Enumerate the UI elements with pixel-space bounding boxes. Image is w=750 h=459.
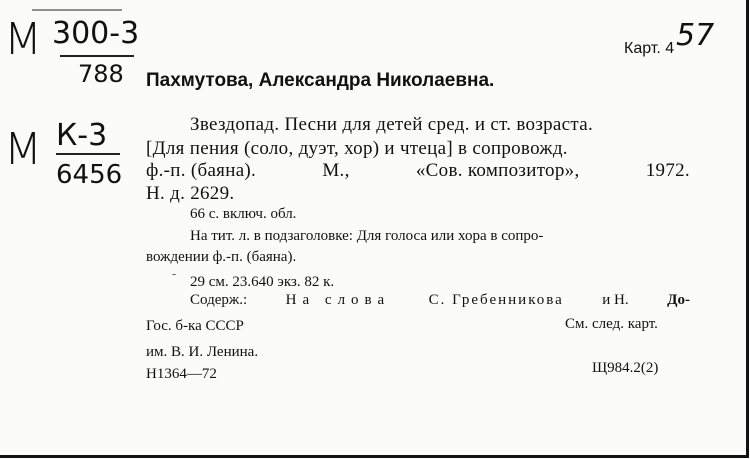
contents-label: Содерж.: [190, 292, 248, 308]
handwritten-shelf-mark-1 [4, 8, 144, 88]
title-line-4: Н. д. 2629. [146, 183, 235, 204]
title-line-2: [Для пения (соло, дуэт, хор) и чтеца] в сопровожд. [146, 138, 568, 159]
note-line-2: вождении ф.-п. (баяна). [146, 249, 297, 265]
handwritten-shelf-mark-2 [4, 118, 144, 198]
title-line-1: Звездопад. Песни для детей сред. и ст. возраста. [190, 114, 594, 135]
contents-author-1: С. Гребенникова [428, 292, 564, 308]
note-line-1: На тит. л. в подзаголовке: Для голоса или хора в сопро- [190, 228, 544, 244]
shelf-mark-1-sub: 788 [78, 60, 124, 88]
contents-line [190, 292, 690, 309]
contents-continued: До- [667, 292, 690, 308]
stray-mark: ˉ [172, 270, 176, 284]
line-3-publisher: «Сов. композитор», [415, 160, 580, 181]
library-stamp-line-2: им. В. И. Ленина. [146, 344, 259, 360]
author-heading: Пахмутова, Александра Николаевна. [146, 70, 495, 91]
shelf-mark-2-number: К-3 [56, 118, 108, 153]
pagination-line: 66 с. включ. обл. [190, 206, 297, 222]
contents-author-2: и Н. [602, 292, 629, 308]
format-line: 29 см. 23.640 экз. 82 к. [190, 274, 335, 290]
line-3-accompaniment: ф.-п. (баяна). [146, 160, 257, 181]
title-line-3 [146, 160, 690, 182]
line-3-place: М., [322, 160, 350, 181]
shelf-mark-1-number: 300-3 [52, 16, 140, 51]
library-stamp-line-1: Гос. б-ка СССР [146, 318, 244, 334]
shelf-mark-2-letter: М [4, 124, 42, 175]
contents-words: На слова [285, 292, 391, 308]
classification-index: Щ984.2(2) [592, 360, 659, 376]
shelf-mark-2-sub: 6456 [56, 160, 123, 190]
card-number-label: Карт. 4 [624, 40, 675, 57]
handwritten-card-mark: 57 [676, 18, 715, 53]
record-number: Н1364—72 [146, 366, 217, 382]
see-next-card: См. след. карт. [565, 316, 658, 332]
line-3-year: 1972. [645, 160, 690, 181]
shelf-mark-1-letter: М [4, 14, 42, 65]
